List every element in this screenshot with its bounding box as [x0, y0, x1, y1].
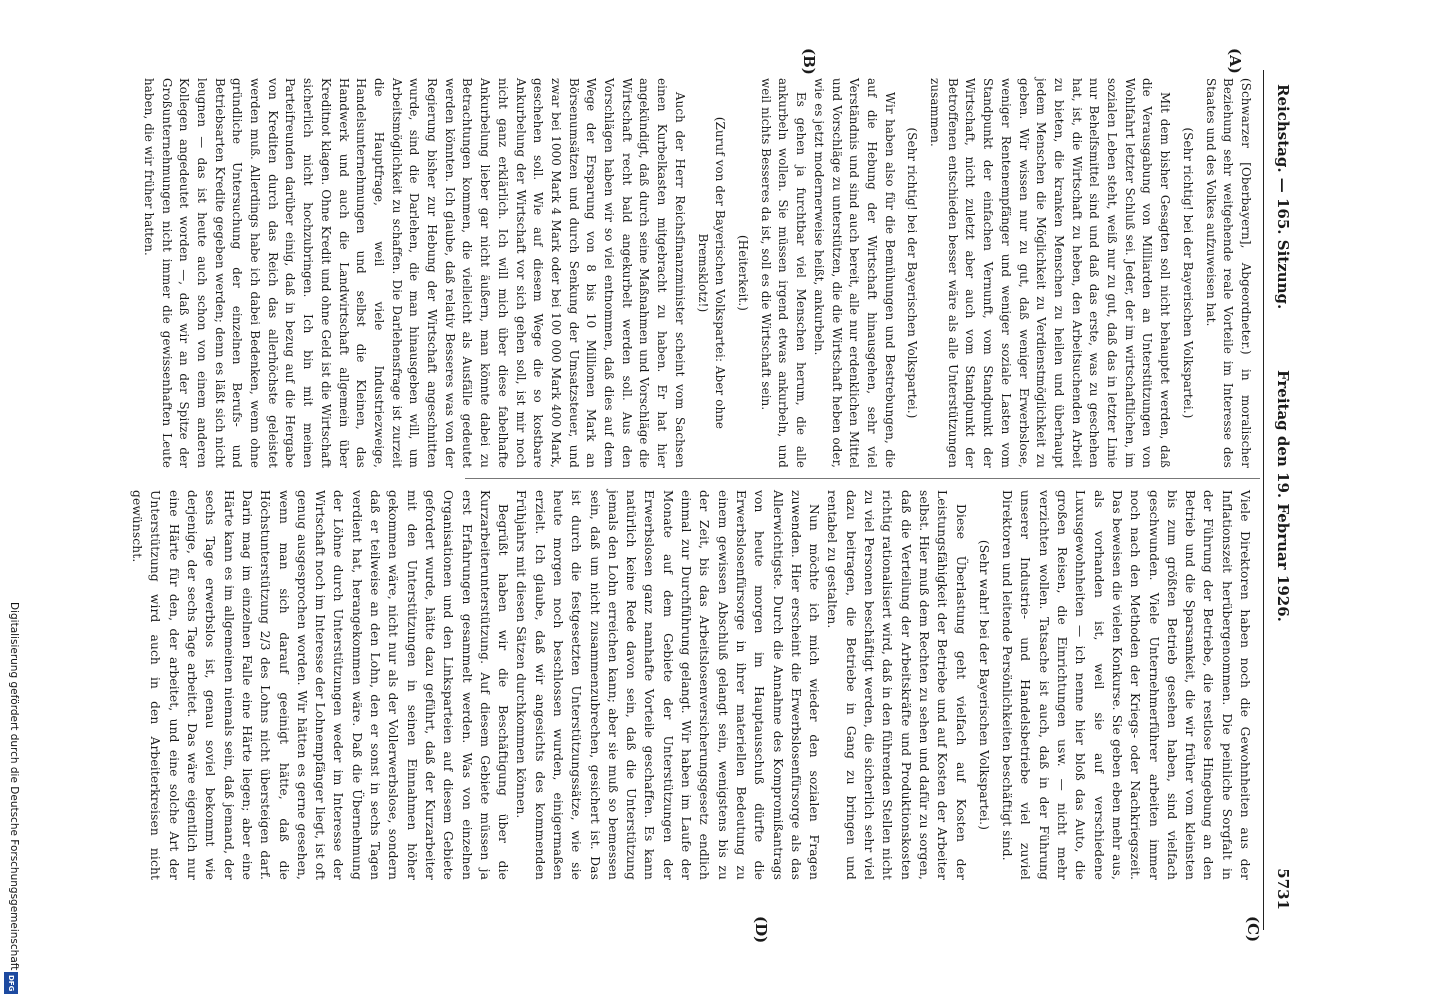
margin-marker-b: (B): [800, 48, 818, 75]
margin-marker-a: (A): [1226, 48, 1244, 74]
margin-marker-c: (C): [1244, 916, 1262, 943]
right-column: [128, 490, 1254, 880]
paragraph: Es gehen ja furchtbar viel Menschen herum, die alle ankurbeln wollen. Sie müssen irgend etwas ankurbeln, und weil nichts Besseres da ist, soll es die Wirtschaft sein.: [758, 78, 809, 468]
paragraph: Nun möchte ich mich wieder den sozialen Fragen zuwenden. Hier erscheint die Erwerbslosenfürsorge als das Allerwichtigste. Durch die Annahme des Kompromißantrags von heute morgen im Hauptausschuß dürfte die Erwerbslosenfürsorge in ihrer materiellen Bedeutung zu einem gewissen Abschluß gelangt sein, wenigstens bis zu der Zeit, bis das Arbeitslosenversicherungsgesetz endlich einmal zur Durchführung gelangt. Wir haben im Laufe der Monate auf dem Gebiete der Unterstützungen der Erwerbslosen ganz namhafte Vorteile geschaffen. Es kann natürlich keine Rede davon sein, daß die Unterstützung jemals den Lohn erreichen kann; aber sie muß so bemessen sein, daß um nicht zusammenzubrechen, gesichert ist. Das ist durch die festgesetzten Unterstützungssätze, wie sie heute morgen noch beschlossen wurden, einigermaßen erzielt. Ich glaube, daß wir angesichts des kommenden Frühjahrs mit diesen Sätzen durchkommen können.: [514, 490, 822, 880]
stage-direction: (Sehr richtig! bei der Bayerischen Volkspartei.): [905, 127, 920, 419]
stage-direction: (Sehr richtig! bei der Bayerischen Volkspartei.): [1180, 127, 1195, 419]
stage-direction: (Zuruf von der Bayerischen Volkspartei: Aber ohne Bremsklotz!): [695, 116, 728, 430]
paragraph: Diese Überlastung geht vielfach auf Kosten der Leistungsfähigkeit der Betriebe und auf Kosten der Arbeiter selbst. Hier muß dem Rechten zu sehen und dafür zu sorgen, daß die Verteilung der Arbeitskräfte und Produktionskosten richtig rationalisiert wird, daß in den führenden Stellen nicht zu viel Personen beschäftigt werden, die sicherlich sehr viel dazu beitragen, die Betriebe in Gang zu bringen und rentabel zu gestalten.: [825, 490, 968, 880]
digitization-credit: [2, 600, 20, 996]
dfg-logo: DFG: [4, 972, 18, 994]
paragraph: (Schwarzer [Oberbayern], Abgeordneter.) in moralischer Beziehung sehr weitgehende reale Vorteile im Interesse des Staates und des Volkes aufzuweisen hat.: [1203, 78, 1253, 468]
stage-direction: (Heiterkeit.): [736, 235, 751, 311]
scanned-page: [110, 48, 1310, 944]
header-session: Reichstag. — 165. Sitzung.: [1274, 84, 1292, 310]
paragraph: Begrüßt haben wir die Beschäftigung über die Kurzarbeiterunterstützung. Auf diesem Gebiete müssen ja erst Erfahrungen gesammelt werden. Was von einzelnen Organisationen und den Linksparteien auf diesem Gebiete gefordert wurde, hätte dazu geführt, daß der Kurzarbeiter mit den Unterstützungen in seinen Einnahmen höher gekommen wäre, nicht nur als der Vollerwerbslose, sondern daß er teilweise an den Lohn, den er sonst in sechs Tagen verdient hat, herangekommen wäre. Daß die Übernehmung der Löhne durch Unterstützungen weder im Interesse der Wirtschaft noch im Interesse der Lohnempfänger liegt, ist oft genug ausgesprochen worden. Wir hätten es gerne gesehen, wenn man sich darauf geeinigt hätte, daß die Höchstunterstützung 2/3 des Lohns nicht übersteigen darf. Darin mag im einzelnen Falle eine Härte liegen; aber eine Härte kann es im allgemeinen niemals sein, daß jemand, der sechs Tage erwerbslos ist, genau soviel bekommt wie derjenige, der sechs Tage arbeitet. Das wäre eigentlich nur eine Härte für den, der arbeitet, und eine solche Art der Unterstützung wird auch in den Arbeiterkreisen nicht gewünscht.: [130, 490, 511, 880]
left-column: [139, 78, 1254, 468]
margin-marker-d: (D): [752, 916, 770, 944]
paragraph: Wir haben also für die Bemühungen und Bestrebungen, die auf die Hebung der Wirtschaft hinausgehen, sehr viel Verständnis und sind auch bereit, alle nur erdenklichen Mittel und Vorschläge zu unterstützen, die die Wirtschaft heben oder, wie es jetzt modernerweise heißt, ankurbeln.: [811, 78, 897, 468]
paragraph: Viele Direktoren haben noch die Gewohnheiten aus der Inflationszeit herübergenommen. Die peinliche Sorgfalt in der Führung der Betriebe, die restlose Hingebung an den Betrieb und die Sparsamkeit, die wir früher vom kleinsten bis zum größten Betrieb gesehen haben, sind vielfach geschwunden. Viele Unternehmerführer arbeiten immer noch nach den Methoden der Kriegs- oder Nachkriegszeit. Das beweisen die vielen Konkurse. Sie geben eben mehr aus, als vorhanden ist, weil sie auf verschiedene Luxusgewohnheiten — ich nenne hier bloß das Auto, die großen Reisen, die Einrichtungen usw. — nicht mehr verzichten wollen. Tatsache ist auch, daß in der Führung unserer Industrie- und Handelsbetriebe viel zuviel Direktoren und leitende Persönlichkeiten beschäftigt sind.: [1000, 490, 1252, 880]
stage-direction: (Sehr wahr! bei der Bayerischen Volkspartei.): [976, 539, 991, 831]
column-divider: [465, 478, 1260, 479]
page-header: [1263, 70, 1310, 930]
page-number: 5731: [1274, 868, 1292, 910]
credit-text: Digitalisierung gefördert durch die Deutsche Forschungsgemeinschaft: [8, 602, 20, 971]
paragraph: Mit dem bisher Gesagten soll nicht behauptet werden, daß die Verausgabung von Milliarden an Unterstützungen von Wohlfahrt letzter Schluß sei. Jeder, der im wirtschaftlichen, im sozialen Leben steht, weiß nur zu gut, daß das in letzter Linie nur Behelfsmittel sind und daß das erste, was zu geschehen hat, ist, die Wirtschaft zu heben, den Arbeitsuchenden Arbeit zu bieten, die kranken Menschen zu heilen und überhaupt jedem Menschen die Möglichkeit zu Verdienstmöglichkeit zu geben. Wir wissen nur zu gut, daß weniger Erwerbslose, weniger Rentenempfänger und weniger soziale Lasten vom Standpunkt der einfachen Vernunft, vom Standpunkt der Wirtschaft, nicht zuletzt aber auch vom Standpunkt der Betroffenen entschieden besser wäre als alle Unterstützungen zusammen.: [928, 78, 1173, 468]
paragraph: Auch der Herr Reichsfinanzminister scheint vom Sachsen einen Kurbelkasten mitgebracht zu haben. Er hat hier angekündigt, daß durch seine Maßnahmen und Vorschläge die Wirtschaft recht bald angekurbelt werden soll. Aus den Vorschlägen haben wir so viel entnommen, daß dies auf dem Wege der Ersparung von 8 bis 10 Millionen Mark an Börsenumsätzen und durch Senkung der Umsatzsteuer, und zwar bei 1000 Mark 4 Mark oder bei 100 000 Mark 400 Mark, geschehen soll. Wie auf diesem Wege die so kostbare Ankurbelung der Wirtschaft vor sich gehen soll, ist mir noch nicht ganz erklärlich. Ich will mich über diese fabelhafte Ankurbelung lieber gar nicht äußern, man könnte dabei zu Betrachtungen kommen, die vielleicht als Ausfälle gedeutet werden könnten. Ich glaube, daß relativ Besseres was von der Regierung bisher zur Hebung der Wirtschaft angeschnitten wurde, sind die Darlehen, die man hinausgeben will, um Arbeitsmöglichkeit zu schaffen. Die Darlehensfrage ist zurzeit die Hauptfrage, weil viele Industriezweige, Handelsunternehmungen und selbst die Kleinen, das Handwerk und auch die Landwirtschaft allgemein über Kreditnot klagen. Ohne Kredit und ohne Geld ist die Wirtschaft sicherlich nicht hochzubringen. Ich bin mit meinen Parteifreunden darüber einig, daß in bezug auf die Hergabe von Krediten durch das Reich das allerhöchste geleistet werden muß. Allerdings habe ich dabei Bedenken, wenn ohne gründliche Untersuchung der einzelnen Berufs- und Betriebsarten Kredite gegeben werden; denn es läßt sich nicht leugnen — das ist heute auch schon von einem anderen Kollegen angedeutet worden —, daß wir an der Spitze der Großunternehmungen nicht immer die gewissenhaften Leute haben, die wir früher hatten.: [141, 78, 687, 468]
header-date: Freitag den 19. Februar 1926.: [1274, 370, 1292, 622]
